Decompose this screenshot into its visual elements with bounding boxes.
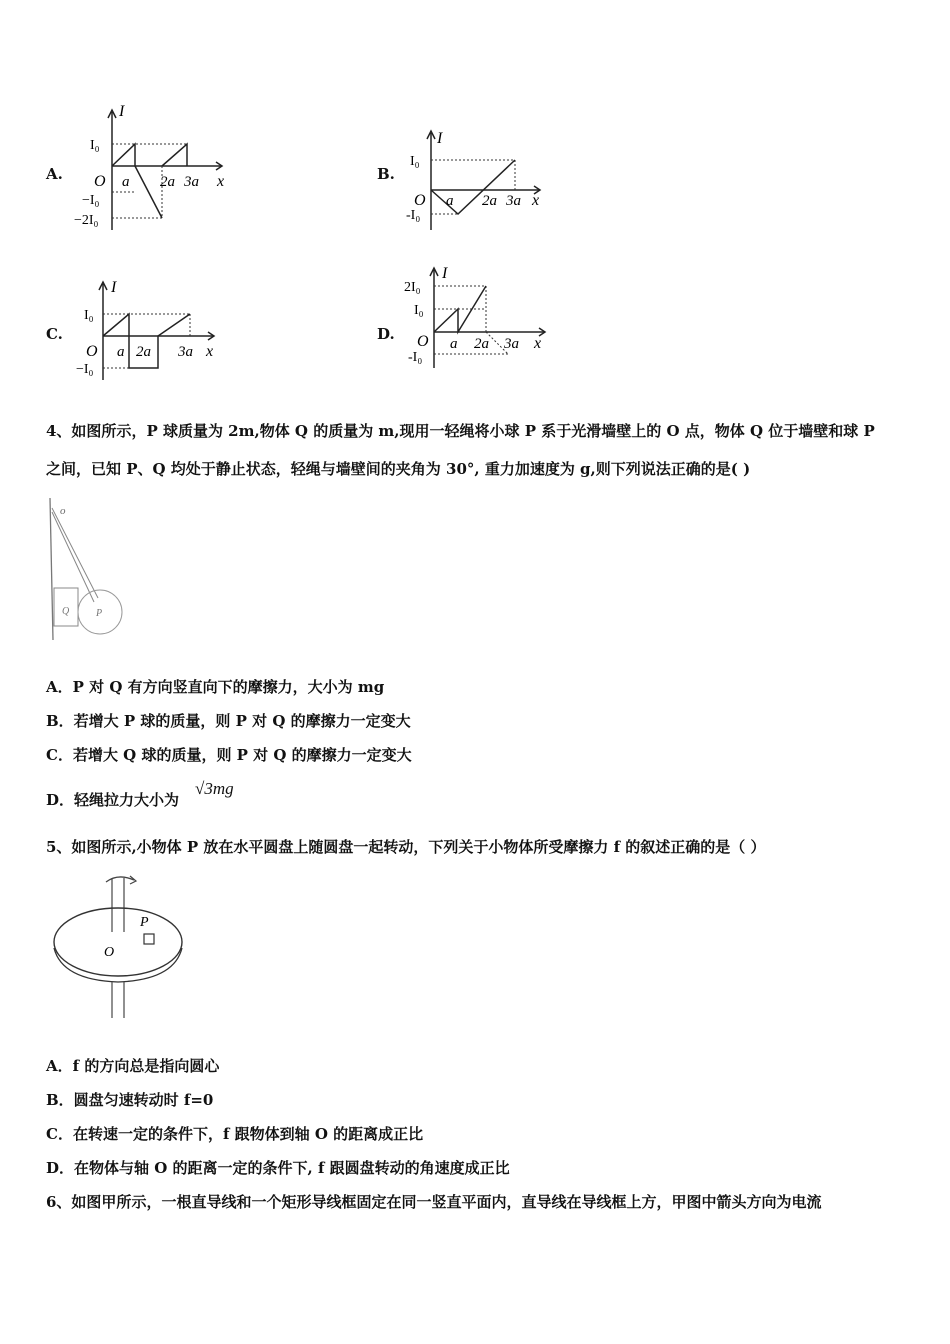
axis-i-label: I <box>119 103 125 120</box>
q4-text-line1: 4、如图所示，P 球质量为 2m,物体 Q 的质量为 m,现用一轻绳将小球 P 系于光滑墙壁上的 O 点，物体 Q 位于墙壁和球 P <box>46 422 875 440</box>
tick-label: I₀ <box>414 303 424 318</box>
graph-b <box>400 125 550 235</box>
q4-option-b: B．若增大 P 球的质量，则 P 对 Q 的摩擦力一定变大 <box>46 712 411 730</box>
graph-d <box>400 262 550 372</box>
tick-label: a <box>122 174 130 190</box>
option-a-label: A. <box>46 165 63 183</box>
q5-option-a: A．f 的方向总是指向圆心 <box>46 1057 220 1075</box>
q4-text-line2: 之间，已知 P、Q 均处于静止状态，轻绳与墙壁间的夹角为 30°, 重力加速度为 g,则下列说法正确的是( ) <box>46 460 751 478</box>
label-o: o <box>60 505 66 517</box>
origin-label: O <box>414 192 426 209</box>
q4-figure <box>40 490 135 645</box>
option-d-label: D. <box>377 325 395 343</box>
tick-label: 2I₀ <box>404 280 421 295</box>
tick-label: 3a <box>178 344 193 360</box>
tick-label: 3a <box>504 336 519 352</box>
q5-text-line1: 5、如图所示,小物体 P 放在水平圆盘上随圆盘一起转动，下列关于小物体所受摩擦力 f 的叙述正确的是（ ） <box>46 838 766 856</box>
graph-c <box>72 278 222 383</box>
q6-text-line1: 6、如图甲所示，一根直导线和一个矩形导线框固定在同一竖直平面内，直导线在导线框上方，甲图中箭头方向为电流 <box>46 1193 822 1211</box>
label-q: Q <box>62 606 70 617</box>
tick-label: 3a <box>506 193 521 209</box>
q5-figure <box>48 870 198 1025</box>
q4-option-a: A．P 对 Q 有方向竖直向下的摩擦力，大小为 mg <box>46 678 385 696</box>
tick-label: −I₀ <box>76 362 94 377</box>
tick-label: -I₀ <box>408 350 423 365</box>
q5-option-b: B．圆盘匀速转动时 f=0 <box>46 1091 214 1109</box>
axis-x-label: x <box>532 192 540 209</box>
tick-label: I₀ <box>84 308 94 323</box>
tick-label: I₀ <box>410 154 420 169</box>
tick-label: a <box>450 336 458 352</box>
tick-label: 2a <box>474 336 489 352</box>
tick-label: I₀ <box>90 138 100 153</box>
tick-label: a <box>446 193 454 209</box>
tick-label: a <box>117 344 125 360</box>
origin-label: O <box>417 333 429 350</box>
tick-label: 3a <box>184 174 199 190</box>
label-p: P <box>96 608 103 619</box>
graph-a <box>72 100 232 235</box>
q4-option-c: C．若增大 Q 球的质量，则 P 对 Q 的摩擦力一定变大 <box>46 746 412 764</box>
sqrt3-mg-formula: √3mg <box>195 779 234 798</box>
tick-label: −I₀ <box>82 193 100 208</box>
axis-i-label: I <box>111 279 117 296</box>
tick-label: 2a <box>482 193 497 209</box>
label-o: O <box>104 945 115 960</box>
origin-label: O <box>86 343 98 360</box>
tick-label: 2a <box>160 174 175 190</box>
axis-x-label: x <box>217 173 225 190</box>
q5-option-c: C．在转速一定的条件下，f 跟物体到轴 O 的距离成正比 <box>46 1125 424 1143</box>
tick-label: −2I₀ <box>74 213 99 228</box>
option-b-label: B. <box>377 165 395 183</box>
axis-i-label: I <box>442 265 448 282</box>
tick-label: 2a <box>136 344 151 360</box>
q5-option-d: D．在物体与轴 O 的距离一定的条件下, f 跟圆盘转动的角速度成正比 <box>46 1159 510 1177</box>
label-p: P <box>140 915 149 930</box>
option-c-label: C. <box>46 325 63 343</box>
axis-x-label: x <box>206 343 214 360</box>
axis-i-label: I <box>437 130 443 147</box>
origin-label: O <box>94 173 106 190</box>
axis-x-label: x <box>534 335 542 352</box>
tick-label: -I₀ <box>406 208 421 223</box>
q4-option-d: D．轻绳拉力大小为 <box>46 791 180 809</box>
